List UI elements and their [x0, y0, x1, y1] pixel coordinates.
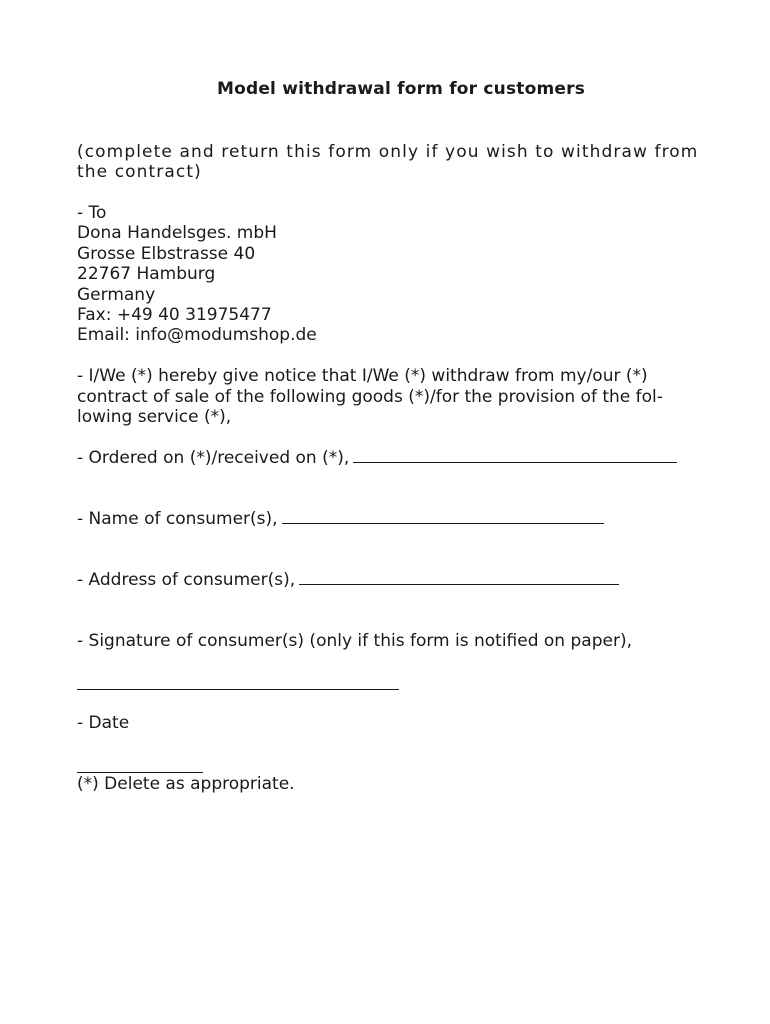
address-label: - Address of consumer(s), [77, 570, 296, 590]
recipient-fax: Fax: +49 40 31975477 [77, 305, 272, 325]
ordered-label: - Ordered on (*)/received on (*), [77, 448, 350, 468]
address-blank-line[interactable] [299, 570, 619, 585]
recipient-company: Dona Handelsges. mbH [77, 223, 277, 243]
signature-blank-line[interactable] [77, 689, 399, 690]
recipient-email: Email: info@modumshop.de [77, 325, 317, 345]
notice-line-3: lowing service (*), [77, 407, 232, 427]
name-blank-line[interactable] [282, 509, 604, 524]
footnote: (*) Delete as appropriate. [77, 774, 295, 794]
signature-label: - Signature of consumer(s) (only if this form is notified on paper), [77, 631, 632, 651]
intro-line-1: (complete and return this form only if you wish to withdraw from [77, 142, 699, 162]
recipient-street: Grosse Elbstrasse 40 [77, 244, 256, 264]
recipient-country: Germany [77, 285, 156, 305]
date-label: - Date [77, 713, 130, 733]
page-title: Model withdrawal form for customers [216, 79, 586, 99]
intro-line-2: the contract) [77, 162, 202, 182]
name-label: - Name of consumer(s), [77, 509, 278, 529]
ordered-blank-line[interactable] [353, 448, 677, 463]
recipient-city: 22767 Hamburg [77, 264, 216, 284]
footnote-separator [77, 772, 203, 773]
notice-line-2: contract of sale of the following goods (*)/for the provision of the fol- [77, 387, 663, 407]
name-field [77, 509, 604, 529]
notice-line-1: - I/We (*) hereby give notice that I/We (*) withdraw from my/our (*) [77, 366, 648, 386]
ordered-field [77, 448, 677, 468]
address-field [77, 570, 619, 590]
recipient-to: - To [77, 203, 107, 223]
